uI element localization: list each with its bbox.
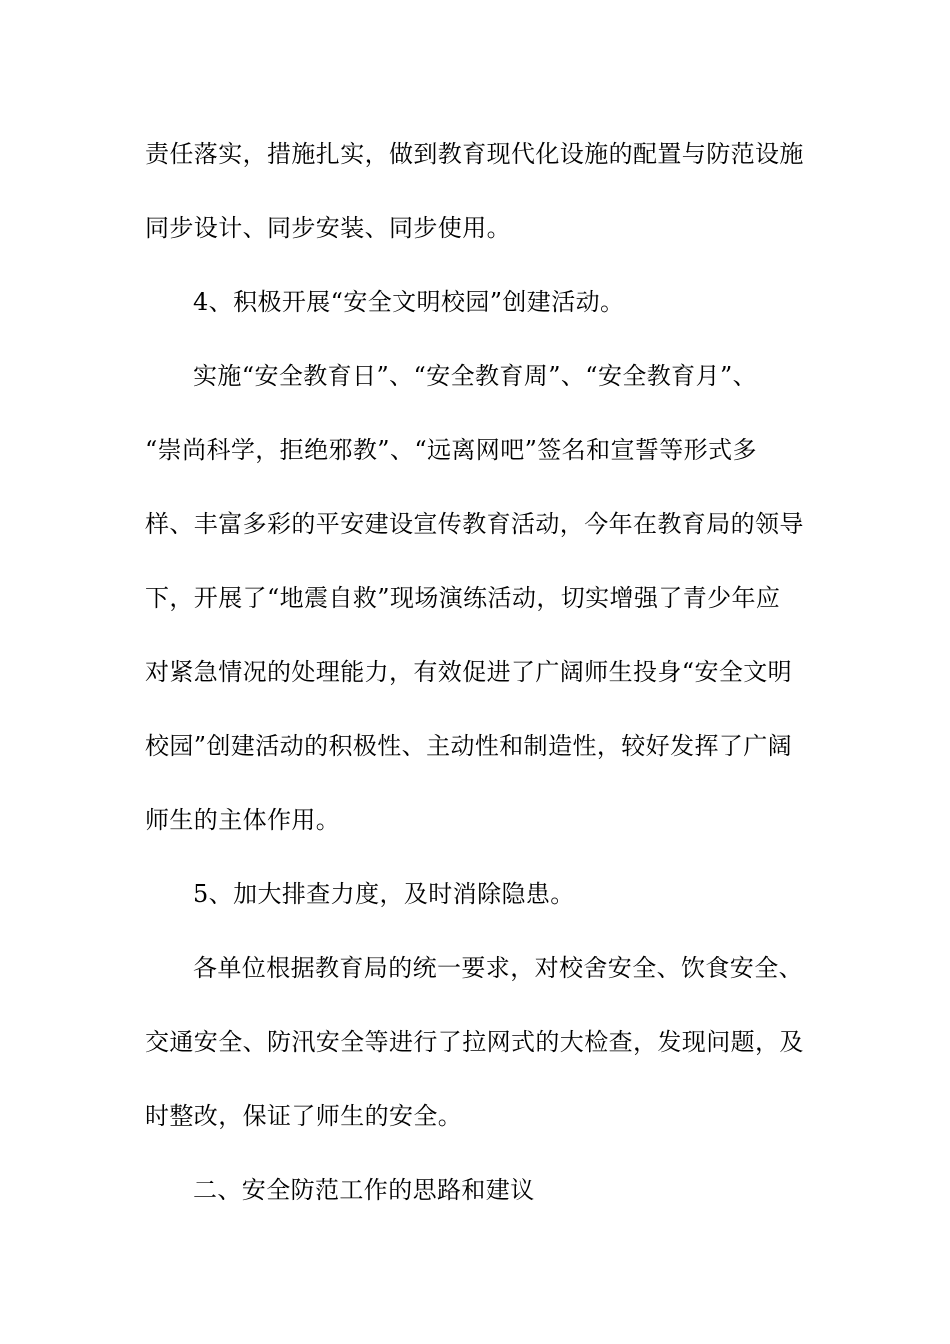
paragraph-line: 样、丰富多彩的平安建设宣传教育活动，今年在教育局的领导 [145,510,804,538]
paragraph-line: 各单位根据教育局的统一要求，对校舍安全、饮食安全、 [193,954,803,982]
chapter-heading: 二、安全防范工作的思路和建议 [193,1176,535,1204]
paragraph-line: 下，开展了“地震自救”现场演练活动，切实增强了青少年应 [145,584,781,612]
paragraph-line: 责任落实，措施扎实，做到教育现代化设施的配置与防范设施 [145,140,804,168]
paragraph-line: 时整改，保证了师生的安全。 [145,1102,463,1130]
paragraph-line: 师生的主体作用。 [145,806,341,834]
section-heading: 4、积极开展“安全文明校园”创建活动。 [193,288,625,316]
paragraph-line: 交通安全、防汛安全等进行了拉网式的大检查，发现问题，及 [145,1028,804,1056]
paragraph-line: “崇尚科学，拒绝邪教”、“远离网吧”签名和宣誓等形式多 [145,436,757,464]
paragraph-line: 校园”创建活动的积极性、主动性和制造性，较好发挥了广阔 [145,732,793,760]
paragraph-line: 对紧急情况的处理能力，有效促进了广阔师生投身“安全文明 [145,658,793,686]
paragraph-line: 同步设计、同步安装、同步使用。 [145,214,511,242]
paragraph-line: 实施“安全教育日”、“安全教育周”、“安全教育月”、 [193,362,758,390]
section-heading: 5、加大排查力度，及时消除隐患。 [193,880,575,908]
